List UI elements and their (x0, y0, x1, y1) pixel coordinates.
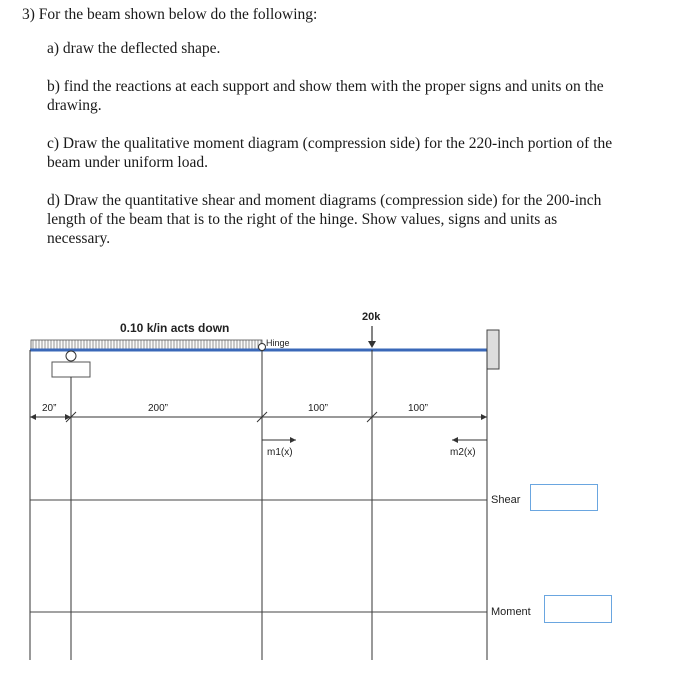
shear-answer-box[interactable] (530, 484, 598, 511)
dim-100a-label: 100” (308, 403, 329, 414)
part-b-text: b) find the reactions at each support and show them with the proper signs and units on the drawing. (47, 78, 604, 114)
diagram-grid (30, 500, 487, 612)
hinge-label: Hinge (266, 338, 290, 348)
part-a-text: a) draw the deflected shape. (47, 40, 221, 57)
part-c-text: c) Draw the qualitative moment diagram (compression side) for the 220-inch portion of the beam under uniform load. (47, 135, 613, 171)
fixed-support (487, 330, 499, 369)
dim-200-label: 200” (148, 403, 169, 414)
part-d-text: d) Draw the quantitative shear and moment diagrams (compression side) for the 200-inch length of the beam that is to the right of the hinge. Show values, signs and units as necessary. (47, 192, 602, 247)
hinge-symbol (259, 344, 266, 351)
m1-label: m1(x) (267, 447, 293, 458)
m2-label: m2(x) (450, 447, 476, 458)
dim-100b-label: 100” (408, 403, 429, 414)
problem-heading: 3) For the beam shown below do the following: (22, 6, 318, 23)
distributed-load (31, 340, 262, 349)
dimension-line (30, 350, 487, 660)
moment-answer-box[interactable] (544, 595, 612, 623)
load-label: 0.10 k/in acts down (120, 321, 230, 335)
pin-support (52, 351, 90, 377)
point-load-label: 20k (362, 311, 381, 323)
dim-20-label: 20” (42, 403, 57, 414)
moment-label: Moment (491, 606, 531, 618)
shear-label: Shear (491, 494, 521, 506)
